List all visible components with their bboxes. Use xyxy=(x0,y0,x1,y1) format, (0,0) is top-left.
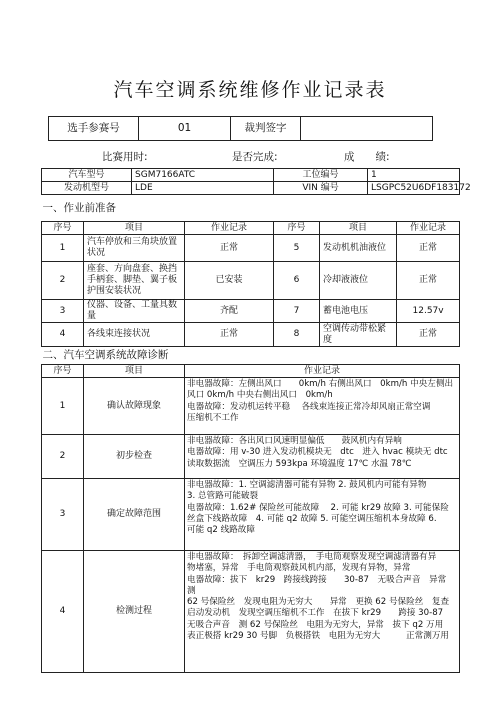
row-record: 正常 xyxy=(397,262,460,300)
row-number: 5 xyxy=(274,235,320,262)
row-item: 空调传动带松紧度 xyxy=(320,323,397,347)
row-item: 冷却液液位 xyxy=(320,262,397,300)
row-number: 2 xyxy=(42,435,84,479)
table-row xyxy=(42,479,460,551)
row-number: 3 xyxy=(42,479,84,551)
row-record: 12.57v xyxy=(397,300,460,323)
row-number: 7 xyxy=(274,300,320,323)
judge-label: 裁判签字 xyxy=(231,117,301,141)
table-row xyxy=(42,551,460,673)
row-number: 1 xyxy=(42,378,84,435)
row-record: 非电器故障： 拆卸空调滤清器， 手电筒观察发现空调滤清器有异 物堵塞，异常 手电筒观察鼓风机内部，发现有异物，异常 电器故障：拔下 kr29 跨接线跨接 30-87 无吸合声音 异常 测 62 号保险丝 发现电阻为无穷大 异常 更换 62 号保险丝 复查 启动发动机 发现空调压缩机不工作 在拔下 kr29 跨接 30-87 无吸合声音 测 62 号保险丝 电阻为无穷大，异常 拔下 q2 万用 表正极搭 kr29 30 号脚 负极搭铁 电阻为无穷大 正常测万用 xyxy=(185,551,460,673)
table-row xyxy=(42,300,460,323)
s1-header-record2: 作业记录 xyxy=(397,222,460,235)
row-item: 初步检查 xyxy=(84,435,185,479)
record-table xyxy=(41,168,471,673)
model-value: SGM7166ATC xyxy=(132,169,274,182)
contest-table xyxy=(48,116,433,141)
row-number: 6 xyxy=(274,262,320,300)
s1-header-record: 作业记录 xyxy=(185,222,274,235)
row-record: 正常 xyxy=(397,323,460,347)
s1-header-item: 项目 xyxy=(84,222,185,235)
section1-heading: 一、作业前准备 xyxy=(42,195,460,222)
row-item: 确认故障现象 xyxy=(84,378,185,435)
row-record: 已安装 xyxy=(185,262,274,300)
row-number: 2 xyxy=(42,262,84,300)
row-record: 正常 xyxy=(185,235,274,262)
row-item: 各线束连接状况 xyxy=(84,323,185,347)
row-item: 蓄电池电压 xyxy=(320,300,397,323)
table-row xyxy=(42,323,460,347)
row-record: 齐配 xyxy=(185,300,274,323)
row-number: 8 xyxy=(274,323,320,347)
vin-value: LSGPC52U6DF183172 xyxy=(368,182,460,195)
engine-value: LDE xyxy=(132,182,274,195)
score-label: 成 绩: xyxy=(344,151,390,163)
row-item: 仪器、设备、工量具数量 xyxy=(84,300,185,323)
row-item: 发动机机油液位 xyxy=(320,235,397,262)
table-row xyxy=(42,378,460,435)
station-value: 1 xyxy=(368,169,460,182)
table-row xyxy=(42,435,460,479)
row-number: 4 xyxy=(42,323,84,347)
completion-label: 是否完成: xyxy=(232,151,278,163)
row-item: 座套、方向盘套、换挡手柄套、脚垫、翼子板护围安装状况 xyxy=(84,262,185,300)
time-label: 比赛用时: xyxy=(102,151,148,163)
table-row xyxy=(42,262,460,300)
judge-signature-field[interactable] xyxy=(301,117,433,141)
row-item: 检测过程 xyxy=(84,551,185,673)
station-label: 工位编号 xyxy=(274,169,368,182)
s1-header-no2: 序号 xyxy=(274,222,320,235)
vin-label: VIN 编号 xyxy=(274,182,368,195)
row-record: 正常 xyxy=(397,235,460,262)
contestant-value[interactable]: 01 xyxy=(139,117,231,141)
model-label: 汽车型号 xyxy=(42,169,132,182)
s1-header-no: 序号 xyxy=(42,222,84,235)
s1-header-item2: 项目 xyxy=(320,222,397,235)
row-item: 确定故障范围 xyxy=(84,479,185,551)
contestant-label: 选手参赛号 xyxy=(49,117,139,141)
row-record: 非电器故障：各出风口风速明显偏低 鼓风机内有异响 电器故障：用 v-30 进入发动机模块无 dtc 进入 hvac 模块无 dtc 读取数据流 空调压力 593kpa 环境温度 17℃ 水温 78℃ xyxy=(185,435,460,479)
s2-header-no: 序号 xyxy=(42,365,84,378)
s2-header-record: 作业记录 xyxy=(185,365,460,378)
row-record: 非电器故障：左侧出风口 0km/h 右侧出风口 0km/h 中央左侧出 风口 0km/h 中央右侧出风口 0km/h 电器故障：发动机运转平稳 各线束连接正常冷却风扇正常空调 压缩机不工作 xyxy=(185,378,460,435)
section2-heading: 二、汽车空调系统故障诊断 xyxy=(42,347,460,365)
row-record: 正常 xyxy=(185,323,274,347)
row-number: 1 xyxy=(42,235,84,262)
row-number: 3 xyxy=(42,300,84,323)
row-record: 非电器故障：1. 空调滤清器可能有异物 2. 鼓风机内可能有异物 3. 总管路可能破裂 电器故障：1.62# 保险丝可能故障 2. 可能 kr29 故障 3. 可能保险 丝盒下线路故障 4. 可能 q2 故障 5. 可能空调压缩机本身故障 6. 可能 q2 线路故障 xyxy=(185,479,460,551)
engine-label: 发动机型号 xyxy=(42,182,132,195)
s2-header-item: 项目 xyxy=(84,365,185,378)
table-row xyxy=(42,235,460,262)
row-item: 汽车停放和三角块放置状况 xyxy=(84,235,185,262)
row-number: 4 xyxy=(42,551,84,673)
page-title: 汽车空调系统维修作业记录表 xyxy=(113,79,387,101)
